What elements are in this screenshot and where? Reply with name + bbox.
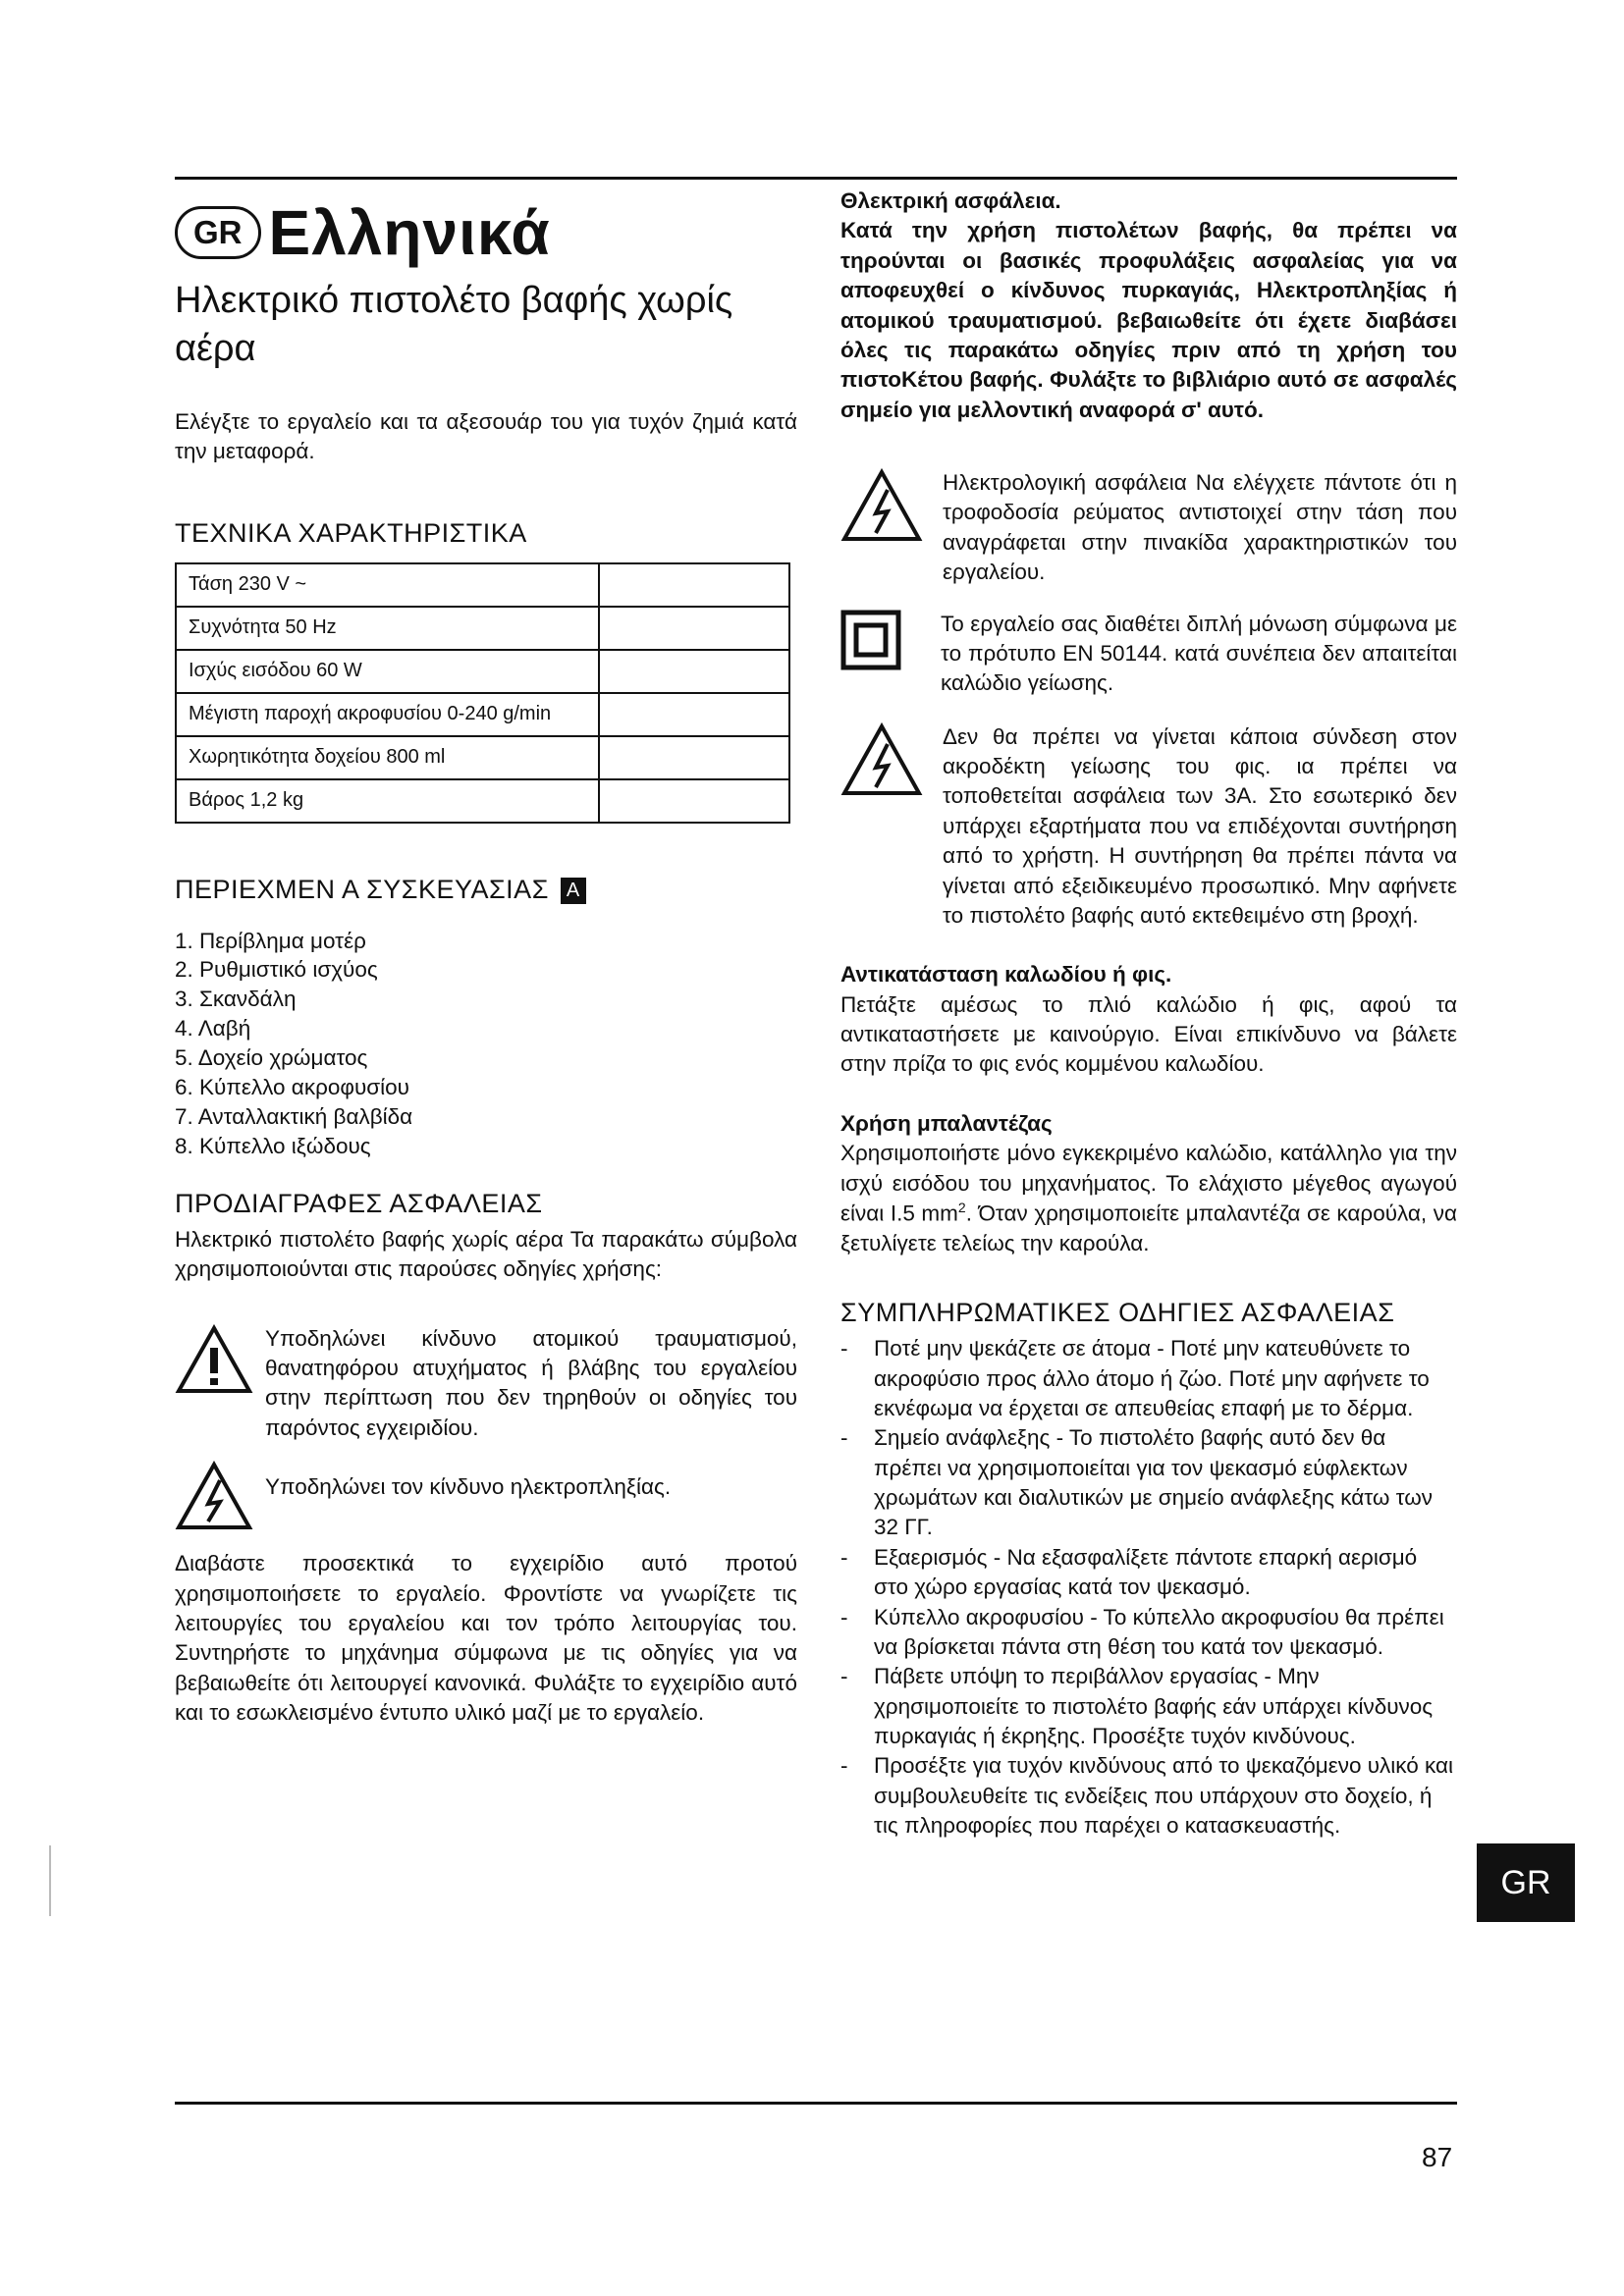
left-column: [175, 277, 797, 1728]
no-earth-text: Δεν θα πρέπει να γίνεται κάποια σύνδεση στον ακροδέκτη γείωσης του φις. ια πρέπει να τοποθετείται ασφάλεια των 3Α. Στο εσωτερικό δεν υπάρχει εξαρτήματα που να επιδέχονται συντήρηση από το χρήστη. Η συντήρηση θα πρέπει πάντα να γίνεται από εξειδικευμένο προσωπικό. Μην αφήνετε το πιστολέτο βαφής αυτό εκτεθειμένο στη βροχή.: [943, 723, 1457, 928]
table-row: [176, 650, 789, 693]
list-item: [840, 1662, 1457, 1751]
additional-list: [840, 1334, 1457, 1841]
spec-value-cell: [599, 693, 789, 736]
read-manual-text: Διαβάστε προσεκτικά το εγχειρίδιο αυτό προτού χρησιμοποιήσετε το εργαλείο. Φροντίστε να γνωρίζετε τις λειτουργίες του εργαλείου και τον τρόπο λειτουργίας του. Συντηρήστε το μηχάνημα σύμφωνα με τις οδηγίες για να βεβαιωθείτε ότι λειτουργεί κανονικά. Φυλάξτε το εγχειρίδιο αυτό και το εσωκλεισμένο έντυπο υλικό μαζί με το εργαλείο.: [175, 1551, 797, 1726]
list-item: 6. Κύπελλο ακροφυσίου: [175, 1075, 409, 1100]
warning-lightning-icon: [840, 468, 923, 543]
language-name: Ελληνικά: [268, 197, 551, 268]
list-item: 8. Κύπελλο ιξώδους: [175, 1133, 371, 1158]
list-item: [840, 1543, 1457, 1603]
extension-text-part: . Όταν χρησιμοποιείτε μπαλαντέζα σε καρούλα, να ξετυλίγετε τελείως την καρούλα.: [840, 1201, 1457, 1255]
warning-lightning-icon: [840, 722, 923, 797]
spec-value-cell: [599, 650, 789, 693]
language-heading: [175, 196, 551, 269]
additional-heading: ΣΥΜΠΛΗΡΩΜΑΤΙΚΕΣ ΟΔΗΓΙΕΣ ΑΣΦΑΛΕΙΑΣ: [840, 1298, 1395, 1328]
injury-symbol-block: [175, 1324, 797, 1444]
double-insulation-block: [840, 610, 1457, 699]
table-row: [176, 607, 789, 650]
margin-mark: [49, 1845, 51, 1916]
double-insulation-icon: [840, 610, 901, 670]
safety-specs-heading: ΠΡΟΔΙΑΓΡΑΦΕΣ ΑΣΦΑΛΕΙΑΣ: [175, 1188, 543, 1218]
list-item: 4. Λαβή: [175, 1016, 251, 1041]
list-item-text: Πάβετε υπόψη το περιβάλλον εργασίας - Μην χρησιμοποιείτε το πιστολέτο βαφής εάν υπάρχει κίνδυνος πυρκαγιάς ή έκρηξης. Προσέξτε τυχόν κινδύνους.: [874, 1664, 1434, 1748]
electrical-heading: Θλεκτρική ασφάλεια.: [840, 188, 1061, 213]
right-column: [840, 187, 1457, 1842]
extension-text: [840, 1139, 1457, 1258]
list-item-text: Εξαερισμός - Να εξασφαλίξετε πάντοτε επαρκή αερισμό στο χώρο εργασίας κατά τον ψεκασμό.: [874, 1544, 1418, 1600]
figure-key-badge: A: [561, 878, 586, 904]
language-tab: GR: [1477, 1843, 1575, 1922]
list-item-text: Προσέξτε για τυχόν κινδύνους από το ψεκαζόμενο υλικό και συμβουλευθείτε τις ενδείξεις που υπάρχουν στο δοχείο, ή τις πληροφορίες που παρέχει ο κατασκευαστής.: [874, 1753, 1454, 1839]
spec-cell: Χωρητικότητα δοχείου 800 ml: [176, 736, 599, 779]
contents-list: [175, 927, 797, 1161]
double-insulation-text: Το εργαλείο σας διαθέτει διπλή μόνωση σύμφωνα με το πρότυπο EN 50144. κατά συνέπεια δεν απαιτείται καλώδιο γείωσης.: [941, 611, 1457, 696]
list-item-text: Ποτέ μην ψεκάζετε σε άτομα - Ποτέ μην κατευθύνετε το ακροφύσιο προς άλλο άτομο ή ζώο. Ποτέ μην αφήνετε το εκνέφωμα να έρχεται σε απευθείας επαφή με το δέρμα.: [874, 1336, 1430, 1420]
spec-cell: Βάρος 1,2 kg: [176, 779, 599, 823]
list-item-text: Σημείο ανάφλεξης - Το πιστολέτο βαφής αυτό δεν θα πρέπει να χρησιμοποιείται για τον ψεκασμό εύφλεκτων χρωμάτων και διαλυτικών με σημείο ανάφλεξης κάτω των 32 ΓΓ.: [874, 1425, 1434, 1540]
contents-heading: [175, 875, 797, 905]
warning-exclamation-icon: [175, 1324, 253, 1395]
list-item: [840, 1603, 1457, 1663]
specs-heading: ΤΕΧΝΙΚΑ ΧΑΡΑΚΤΗΡΙΣΤΙΚΑ: [175, 517, 527, 548]
warning-lightning-icon: [175, 1461, 253, 1531]
list-item: 2. Ρυθμιστικό ισχύος: [175, 957, 378, 983]
list-item: [840, 1334, 1457, 1423]
spec-value-cell: [599, 563, 789, 607]
list-dash: -: [840, 1604, 848, 1629]
table-row: [176, 779, 789, 823]
list-item: [840, 1751, 1457, 1841]
page-number: 87: [1422, 2142, 1453, 2172]
list-dash: -: [840, 1753, 848, 1779]
table-row: [176, 736, 789, 779]
shock-symbol-text: Υποδηλώνει τον κίνδυνο ηλεκτροπληξίας.: [265, 1474, 672, 1500]
extension-superscript: 2: [957, 1199, 966, 1215]
bottom-rule: [175, 2102, 1457, 2105]
voltage-symbol-block: [840, 468, 1457, 588]
list-item-text: Κύπελλο ακροφυσίου - Το κύπελλο ακροφυσίου θα πρέπει να βρίσκεται πάντα στη θέση του κατά τον ψεκασμό.: [874, 1604, 1444, 1659]
cable-heading: Αντικατάσταση καλωδίου ή φις.: [840, 962, 1172, 988]
electrical-warning: Κατά την χρήση πιστολέτων βαφής, θα πρέπει να τηρούνται οι βασικές προφυλάξεις ασφαλείας για να αποφευχθεί ο κίνδυνος πυρκαγιάς, Ηλεκτροπληξίας ή ατομικού τραυματισμού. βεβαιωθείτε ότι έχετε διαβάσει όλες τις παρακάτω οδηγίες πριν από τη χρήση του πιστοΚέτου βαφής. Φυλάξτε το βιβλιάριο αυτό σε ασφαλές σημείο για μελλοντική αναφορά σ' αυτό.: [840, 218, 1457, 422]
no-earth-block: [840, 722, 1457, 932]
top-rule: [175, 177, 1457, 180]
injury-symbol-text: Υποδηλώνει κίνδυνο ατομικού τραυματισμού, θανατηφόρου ατυχήματος ή βλάβης του εργαλείου στην περίπτωση που δεν τηρηθούν οι οδηγίες του παρόντος εγχειριδίου.: [265, 1325, 797, 1440]
table-row: [176, 693, 789, 736]
cable-text: Πετάξτε αμέσως το πλιό καλώδιο ή φις, αφού τα αντικαταστήσετε με καινούργιο. Είναι επικίνδυνο να βάλετε στην πρίζα το φις ενός κομμένου καλωδίου.: [840, 991, 1457, 1077]
voltage-check-text: Ηλεκτρολογική ασφάλεια Να ελέγχετε πάντοτε ότι η τροφοδοσία ρεύματος αντιστοιχεί στην τάση που αναγράφεται στην πινακίδα χαρακτηριστικών του εργαλείου.: [943, 470, 1457, 585]
document-title: Ηλεκτρικό πιστολέτο βαφής χωρίς αέρα: [175, 280, 733, 370]
spec-value-cell: [599, 779, 789, 823]
list-item: 1. Περίβλημα μοτέρ: [175, 928, 366, 953]
spec-cell: Τάση 230 V ~: [176, 563, 599, 607]
list-dash: -: [840, 1544, 848, 1570]
spec-value-cell: [599, 736, 789, 779]
language-badge: GR: [175, 206, 261, 259]
extension-heading: Χρήση μπαλαντέζας: [840, 1110, 1053, 1136]
shock-symbol-block: [175, 1461, 797, 1531]
contents-heading-text: ΠΕΡΙΕΧΜΕΝ Α ΣΥΣΚΕΥΑΣΙΑΣ: [175, 874, 549, 904]
spec-cell: Συχνότητα 50 Hz: [176, 607, 599, 650]
list-item: 3. Σκανδάλη: [175, 987, 297, 1012]
intro-text: Ελέγξτε το εργαλείο και τα αξεσουάρ του για τυχόν ζημιά κατά την μεταφορά.: [175, 408, 797, 464]
table-row: [176, 563, 789, 607]
spec-cell: Ισχύς εισόδου 60 W: [176, 650, 599, 693]
safety-specs-intro: Ηλεκτρικό πιστολέτο βαφής χωρίς αέρα Τα παρακάτω σύμβολα χρησιμοποιούνται στις παρούσες οδηγίες χρήσης:: [175, 1226, 797, 1282]
list-item: [840, 1423, 1457, 1543]
extension-text-part: Χρησιμοποιήστε μόνο εγκεκριμένο καλώδιο, κατάλληλο για την ισχύ εισόδου του μηχανήματος. Το ελάχιστο μέγεθος αγωγού είναι I.5 mm: [840, 1141, 1457, 1226]
spec-value-cell: [599, 607, 789, 650]
specs-table: [175, 562, 790, 824]
list-dash: -: [840, 1336, 848, 1362]
list-item: 7. Ανταλλακτική βαλβίδα: [175, 1104, 413, 1130]
list-item: 5. Δοχείο χρώματος: [175, 1045, 368, 1071]
list-dash: -: [840, 1425, 848, 1451]
list-dash: -: [840, 1664, 848, 1689]
spec-cell: Μέγιστη παροχή ακροφυσίου 0-240 g/min: [176, 693, 599, 736]
